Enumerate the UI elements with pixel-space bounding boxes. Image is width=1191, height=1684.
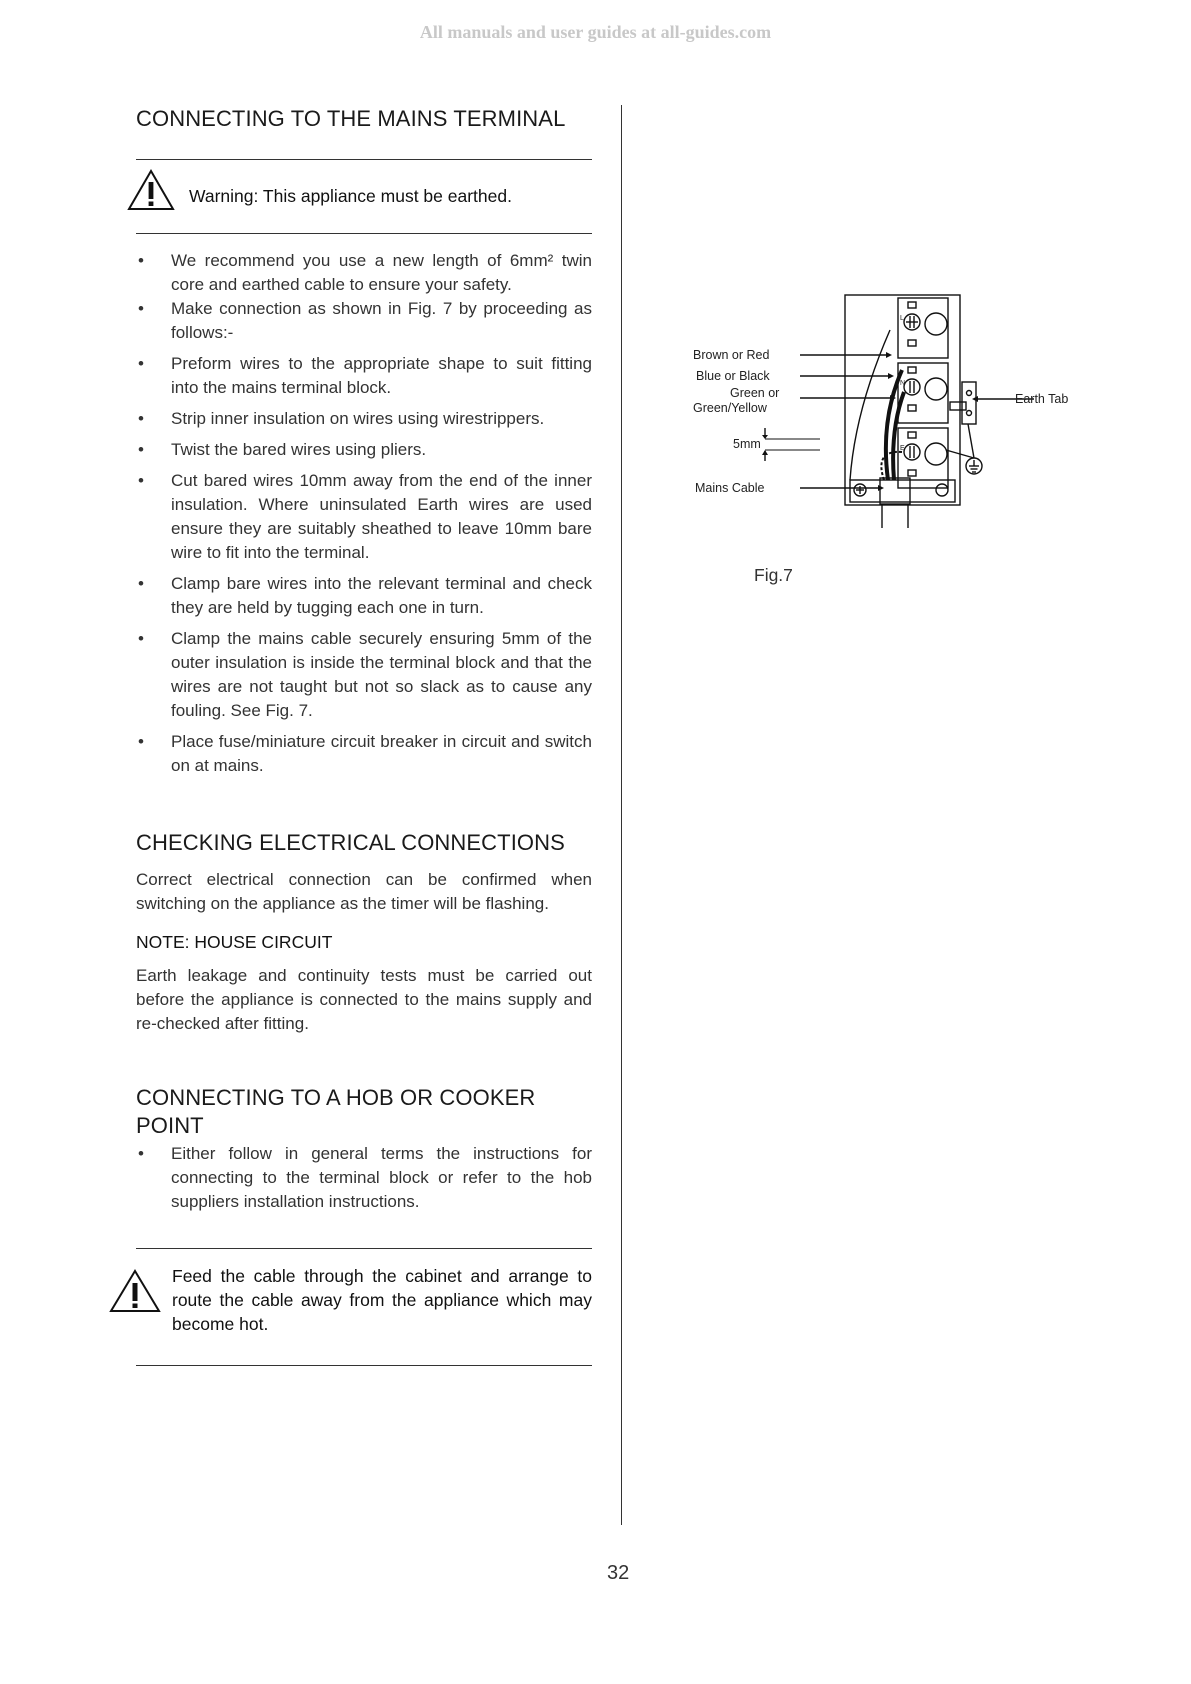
- label-green2: Green/Yellow: [693, 401, 767, 415]
- label-green1: Green or: [730, 386, 780, 400]
- warning-icon: [108, 1268, 162, 1314]
- warning-earthed-text: Warning: This appliance must be earthed.: [189, 186, 512, 206]
- list-item: • Clamp the mains cable securely ensuring 5mm of the outer insulation is inside the terminal block and that the wires are not taught but not so slack as to cause any fouling. See Fig. 7.: [136, 627, 592, 723]
- list-item: • Make connection as shown in Fig. 7 by proceeding as follows:-: [136, 297, 592, 345]
- hob-steps: [136, 1142, 592, 1214]
- housing-curve: [850, 330, 890, 480]
- list-item: • We recommend you use a new length of 6mm² twin core and earthed cable to ensure your safety.: [136, 249, 592, 297]
- checking-paragraph: Correct electrical connection can be confirmed when switching on the appliance as the timer will be flashing.: [136, 870, 592, 913]
- section-title-mains-terminal: CONNECTING TO THE MAINS TERMINAL: [136, 106, 566, 131]
- divider: [136, 1248, 592, 1249]
- divider: [136, 159, 592, 160]
- terminal-l: [898, 298, 948, 358]
- screw-e: [904, 444, 920, 460]
- list-item: • Place fuse/miniature circuit breaker in circuit and switch on at mains.: [136, 730, 592, 778]
- cable-warning-text: Feed the cable through the cabinet and arrange to route the cable away from the appliance which may become hot.: [172, 1266, 592, 1334]
- label-blue: Blue or Black: [696, 369, 770, 383]
- list-item: • Cut bared wires 10mm away from the end of the inner insulation. Where uninsulated Earth wires are used ensure they are suitably sheathed to leave 10mm bare wire to fit into the terminal.: [136, 469, 592, 565]
- label-n: N: [900, 380, 906, 387]
- list-item: • Twist the bared wires using pliers.: [136, 438, 592, 462]
- note-paragraph: Earth leakage and continuity tests must be carried out before the appliance is connected to the mains supply and re-checked after fitting.: [136, 966, 592, 1033]
- list-item: • Preform wires to the appropriate shape to suit fitting into the mains terminal block.: [136, 352, 592, 400]
- label-mains-cable: Mains Cable: [695, 481, 765, 495]
- figure-caption: Fig.7: [754, 565, 793, 585]
- divider: [136, 233, 592, 234]
- section-title-hob-line2: POINT: [136, 1113, 204, 1138]
- divider: [136, 1365, 592, 1366]
- label-5mm: 5mm: [733, 437, 761, 451]
- list-item: • Clamp bare wires into the relevant terminal and check they are held by tugging each one in turn.: [136, 572, 592, 620]
- screw-n: [904, 379, 920, 395]
- page-number: 32: [607, 1562, 630, 1584]
- note-title: NOTE: HOUSE CIRCUIT: [136, 932, 333, 952]
- earth-tab: [962, 382, 976, 424]
- mains-terminal-steps: [136, 249, 592, 778]
- column-divider: [621, 105, 622, 1525]
- terminal-block-diagram: [693, 290, 1080, 550]
- list-item: • Strip inner insulation on wires using wirestrippers.: [136, 407, 592, 431]
- label-earth-tab: Earth Tab: [1015, 392, 1069, 406]
- label-e: E: [900, 445, 905, 452]
- list-item: • Either follow in general terms the instructions for connecting to the terminal block or refer to the hob suppliers installation instructions.: [136, 1142, 592, 1214]
- label-l: L: [900, 315, 904, 322]
- label-brown: Brown or Red: [693, 348, 770, 362]
- terminal-e: [898, 428, 948, 488]
- section-title-checking-connections: CHECKING ELECTRICAL CONNECTIONS: [136, 830, 565, 855]
- warning-icon: [126, 168, 176, 212]
- watermark: All manuals and user guides at all-guides.com: [419, 22, 772, 42]
- section-title-hob-line1: CONNECTING TO A HOB OR COOKER: [136, 1085, 536, 1110]
